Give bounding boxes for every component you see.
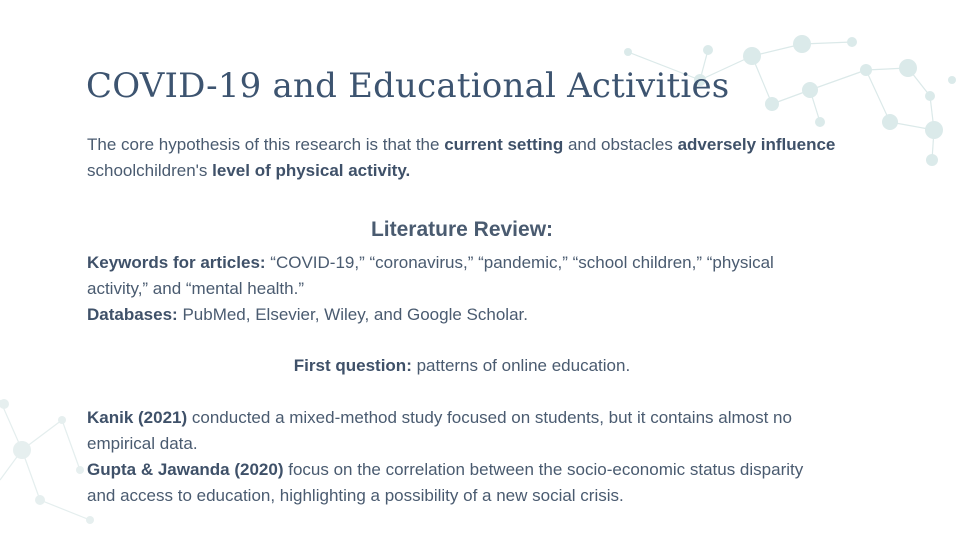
kanik-text: conducted a mixed-method study focused on students, but it contains almost no empirical data.	[87, 408, 792, 453]
keywords-label: Keywords for articles:	[87, 253, 266, 272]
hypothesis-emphasis-physical-activity: level of physical activity.	[212, 161, 411, 180]
literature-review-heading: Literature Review:	[370, 218, 554, 241]
hypothesis-emphasis-current-setting: current setting	[444, 135, 564, 154]
first-question-text: patterns of online education.	[411, 356, 631, 375]
gupta-paragraph	[87, 457, 817, 509]
gupta-text: focus on the correlation between the socio-economic status disparity and access to education, highlighting a possibility of a new social crisis.	[87, 460, 804, 505]
slide-title: COVID-19 and Educational Activities	[86, 66, 730, 106]
hypothesis-text-2: and obstacles	[563, 135, 678, 154]
first-question-label: First question:	[293, 356, 412, 375]
first-question-paragraph	[87, 353, 837, 379]
kanik-citation: Kanik (2021)	[87, 408, 188, 427]
databases-label: Databases:	[87, 305, 178, 324]
kanik-paragraph	[87, 405, 807, 457]
keywords-paragraph	[87, 250, 837, 302]
hypothesis-text-1: The core hypothesis of this research is that the	[87, 135, 445, 154]
gupta-citation: Gupta & Jawanda (2020)	[87, 460, 284, 479]
hypothesis-text-3: schoolchildren's	[87, 161, 213, 180]
keywords-text: “COVID-19,” “coronavirus,” “pandemic,” “school children,” “physical activity,” and “mental health.”	[87, 253, 774, 298]
hypothesis-paragraph	[87, 132, 847, 184]
databases-paragraph	[87, 302, 847, 328]
hypothesis-emphasis-adversely-influence: adversely influence	[677, 135, 836, 154]
databases-text: PubMed, Elsevier, Wiley, and Google Scholar.	[177, 305, 528, 324]
